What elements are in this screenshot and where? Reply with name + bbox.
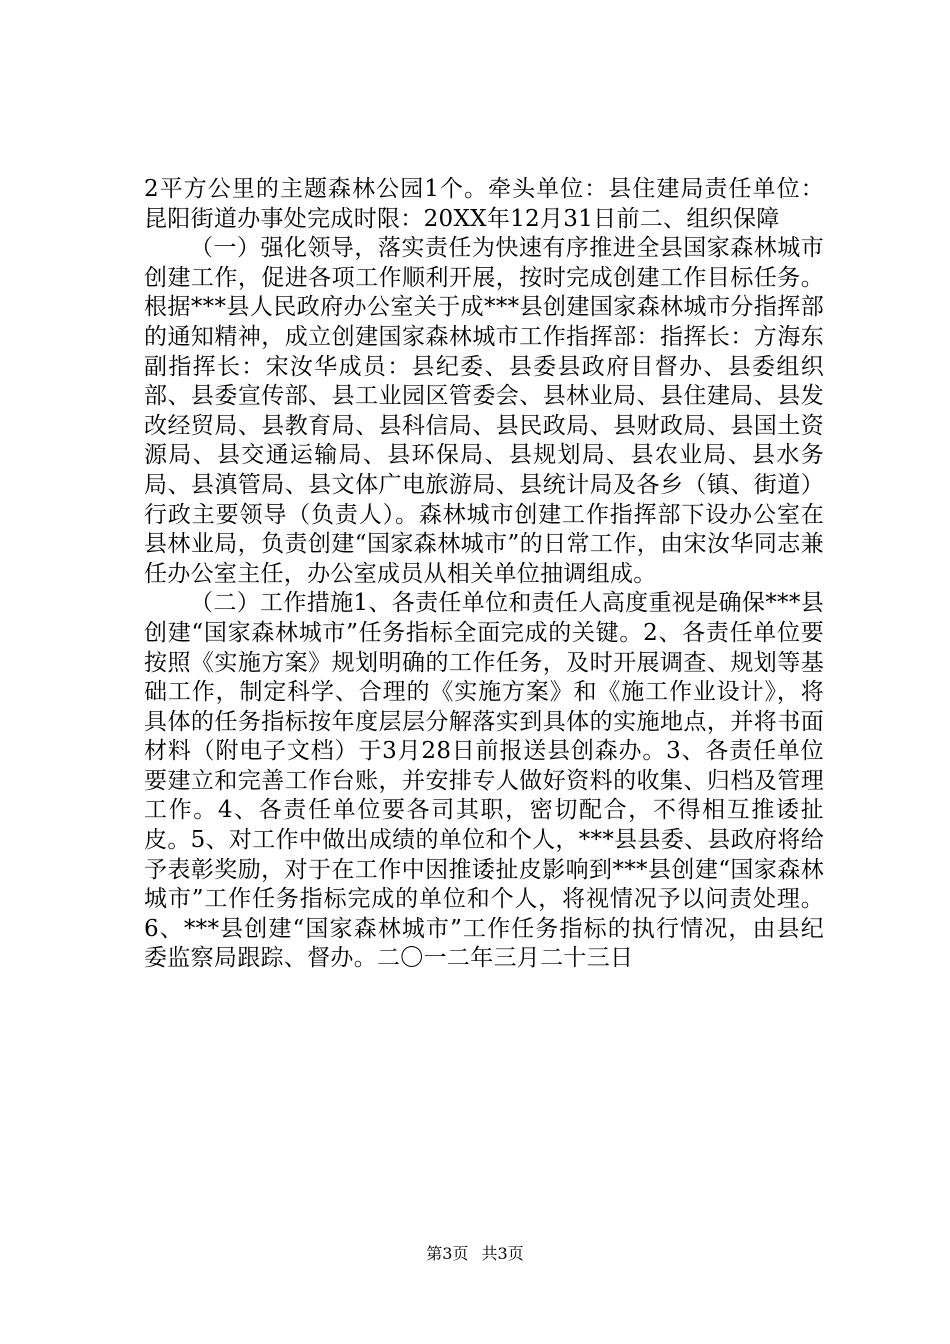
document-body [144, 175, 824, 974]
page-footer [0, 1244, 950, 1264]
paragraph-measures: （二）工作措施1、各责任单位和责任人高度重视是确保***县创建“国家森林城市”任务指标全面完成的关键。2、各责任单位要按照《实施方案》规划明确的工作任务，及时开展调查、规划等基础工作，制定科学、合理的《实施方案》和《施工作业设计》，将具体的任务指标按年度层层分解落实到具体的实施地点，并将书面材料（附电子文档）于3月28日前报送县创森办。3、各责任单位要建立和完善工作台账，并安排专人做好资料的收集、归档及管理工作。4、各责任单位要各司其职，密切配合，不得相互推诿扯皮。5、对工作中做出成绩的单位和个人，***县县委、县政府将给予表彰奖励，对于在工作中因推诿扯皮影响到***县创建“国家森林城市”工作任务指标完成的单位和个人，将视情况予以问责处理。6、***县创建“国家森林城市”工作任务指标的执行情况，由县纪委监察局跟踪、督办。二〇一二年三月二十三日 [144, 590, 824, 972]
page-total: 共3页 [481, 1244, 524, 1263]
paragraph-continuation: 2平方公里的主题森林公园1个。牵头单位：县住建局责任单位：昆阳街道办事处完成时限：20XX年12月31日前二、组织保障 [144, 176, 824, 232]
paragraph-leadership: （一）强化领导，落实责任为快速有序推进全县国家森林城市创建工作，促进各项工作顺利开展，按时完成创建工作目标任务。根据***县人民政府办公室关于成***县创建国家森林城市分指挥部的通知精神，成立创建国家森林城市工作指挥部：指挥长：方海东副指挥长：宋汝华成员：县纪委、县委县政府目督办、县委组织部、县委宣传部、县工业园区管委会、县林业局、县住建局、县发改经贸局、县教育局、县科信局、县民政局、县财政局、县国土资源局、县交通运输局、县环保局、县规划局、县农业局、县水务局、县滇管局、县文体广电旅游局、县统计局及各乡（镇、街道）行政主要领导（负责人）。森林城市创建工作指挥部下设办公室在县林业局，负责创建“国家森林城市”的日常工作，由宋汝华同志兼任办公室主任，办公室成员从相关单位抽调组成。 [144, 235, 824, 587]
page-number: 第3页 [426, 1244, 469, 1263]
